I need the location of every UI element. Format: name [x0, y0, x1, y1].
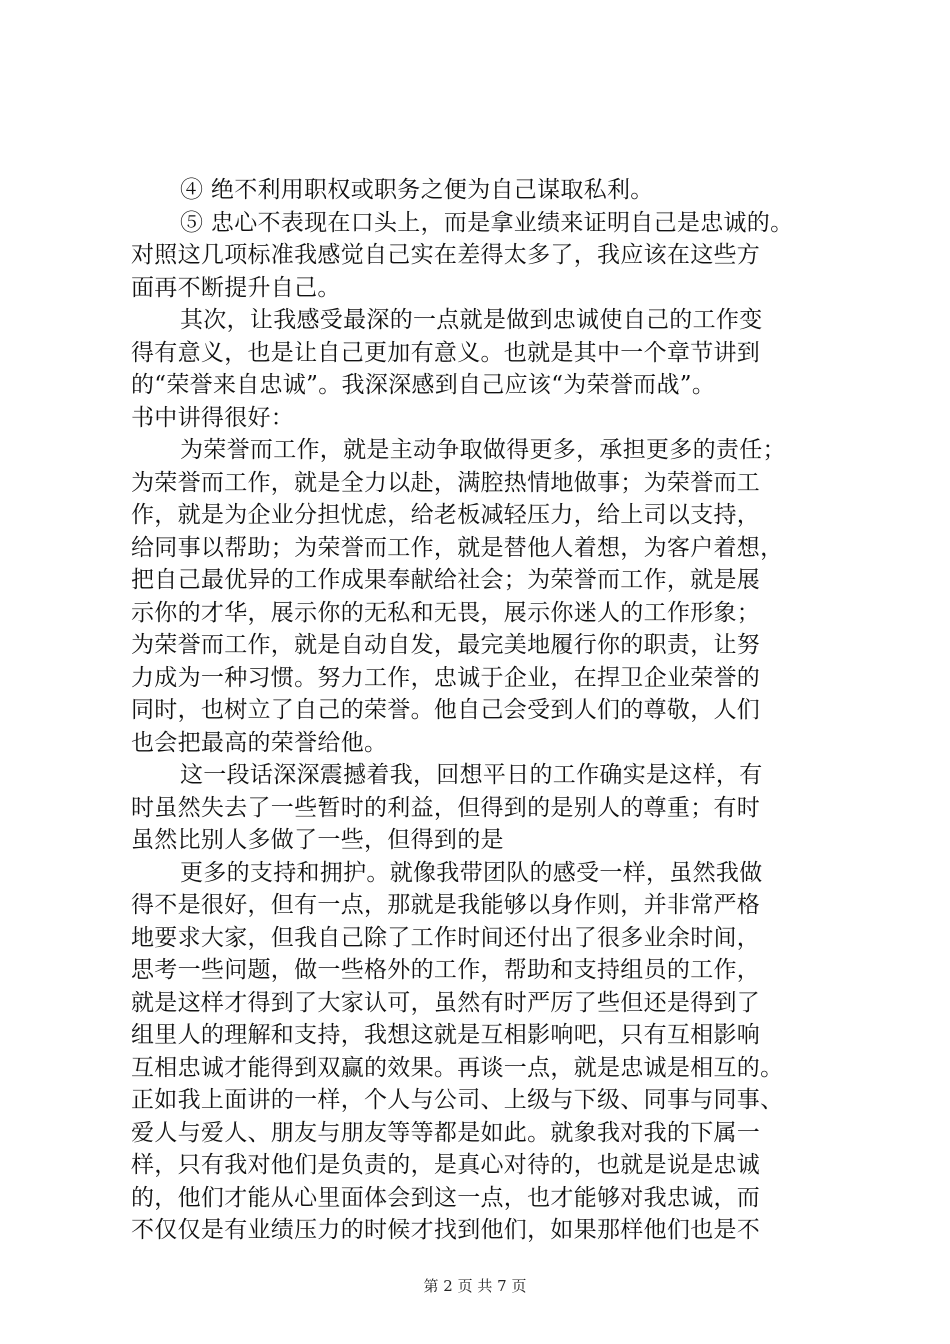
text-line: 就是这样才得到了大家认可，虽然有时严厉了些但还是得到了 — [131, 989, 761, 1016]
text-line: 正如我上面讲的一样，个人与公司、上级与下级、同事与同事、 — [131, 1087, 784, 1113]
text-line: 得不是很好，但有一点，那就是我能够以身作则，并非常严格 — [131, 892, 761, 918]
text-line: 思考一些问题，做一些格外的工作，帮助和支持组员的工作， — [131, 957, 761, 983]
text-line: 得有意义，也是让自己更加有意义。也就是其中一个章节讲到 — [131, 339, 761, 366]
text-line: 示你的才华，展示你的无私和无畏，展示你迷人的工作形象； — [131, 599, 761, 626]
text-line: 书中讲得很好： — [131, 404, 295, 431]
text-line: 样，只有我对他们是负责的，是真心对待的，也就是说是忠诚 — [131, 1152, 761, 1178]
text-line: 同时，也树立了自己的荣誉。他自己会受到人们的尊敬，人们 — [131, 697, 761, 723]
text-line: 这一段话深深震撼着我，回想平日的工作确实是这样，有 — [180, 762, 763, 788]
text-line: 把自己最优异的工作成果奉献给社会；为荣誉而工作，就是展 — [131, 567, 761, 593]
text-line: 作，就是为企业分担忧虑，给老板减轻压力，给上司以支持， — [131, 502, 761, 528]
text-line: ④ 绝不利用职权或职务之便为自己谋取私利。 — [180, 177, 654, 203]
text-line: 的“荣誉来自忠诚”。我深深感到自己应该“为荣誉而战”。 — [131, 372, 716, 398]
text-line: 对照这几项标准我感觉自己实在差得太多了，我应该在这些方 — [131, 242, 761, 268]
text-line: 互相忠诚才能得到双赢的效果。再谈一点，就是忠诚是相互的。 — [131, 1054, 784, 1081]
text-line: 时虽然失去了一些暂时的利益，但得到的是别人的尊重；有时 — [131, 794, 761, 821]
text-line: 虽然比别人多做了一些，但得到的是 — [131, 827, 504, 853]
text-line: 组里人的理解和支持，我想这就是互相影响吧，只有互相影响 — [131, 1022, 761, 1048]
text-line: 爱人与爱人、朋友与朋友等等都是如此。就象我对我的下属一 — [131, 1119, 761, 1146]
text-line: 也会把最高的荣誉给他。 — [131, 729, 388, 756]
text-line: 更多的支持和拥护。就像我带团队的感受一样，虽然我做 — [180, 859, 763, 886]
text-line: 为荣誉而工作，就是主动争取做得更多，承担更多的责任； — [180, 437, 786, 463]
text-line: 力成为一种习惯。努力工作，忠诚于企业，在捍卫企业荣誉的 — [131, 664, 761, 691]
text-line: 地要求大家，但我自己除了工作时间还付出了很多业余时间， — [131, 924, 761, 951]
text-line: 为荣誉而工作，就是全力以赴，满腔热情地做事；为荣誉而工 — [131, 469, 761, 496]
page-footer: 第 2 页 共 7 页 — [423, 1277, 527, 1295]
text-line: ⑤ 忠心不表现在口头上，而是拿业绩来证明自己是忠诚的。 — [180, 209, 794, 236]
text-line: 其次，让我感受最深的一点就是做到忠诚使自己的工作变 — [180, 307, 763, 333]
text-line: 不仅仅是有业绩压力的时候才找到他们，如果那样他们也是不 — [131, 1217, 761, 1243]
text-line: 给同事以帮助；为荣誉而工作，就是替他人着想，为客户着想， — [131, 534, 784, 561]
document-body — [131, 174, 843, 1247]
text-line: 的，他们才能从心里面体会到这一点，也才能够对我忠诚，而 — [131, 1184, 761, 1211]
text-line: 面再不断提升自己。 — [131, 274, 341, 301]
text-line: 为荣誉而工作，就是自动自发，最完美地履行你的职责，让努 — [131, 632, 761, 658]
